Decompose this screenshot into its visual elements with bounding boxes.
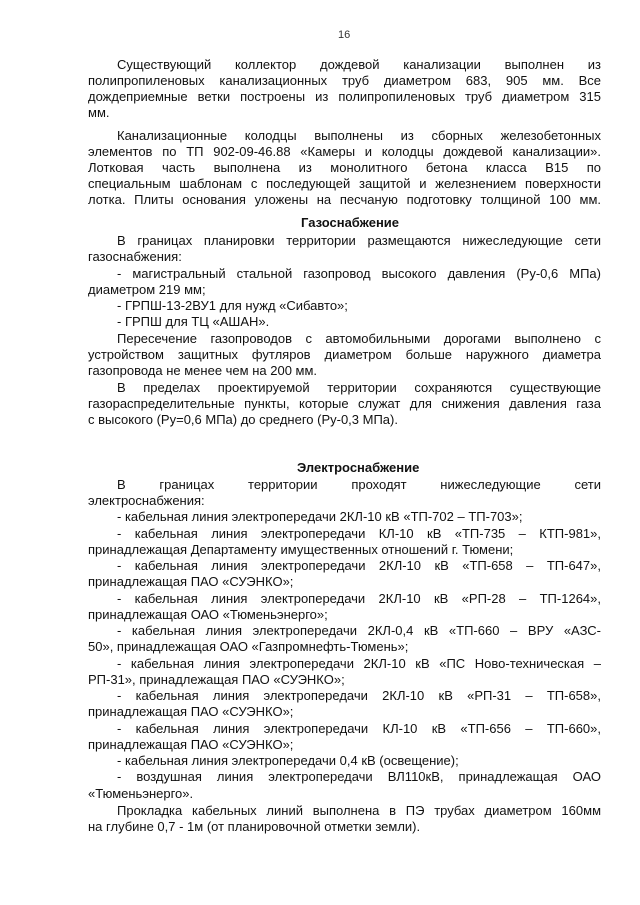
text-line: полипропиленовых канализационных труб диаметром 683, 905 мм. Все — [88, 73, 601, 88]
text-line: - ГРПШ для ТЦ «АШАН». — [117, 314, 270, 329]
text-line: В пределах проектируемой территории сохраняются существующие — [117, 380, 601, 395]
text-line: - ГРПШ-13-2ВУ1 для нужд «Сибавто»; — [117, 298, 348, 313]
text-line: - кабельная линия электропередачи 2КЛ-10 кВ «ПС Ново-техническая – — [117, 656, 601, 671]
text-line: - магистральный стальной газопровод высокого давления (Ру-0,6 МПа) — [117, 266, 601, 281]
text-line: электроснабжения: — [88, 493, 205, 508]
text-line: принадлежащая Департаменту имущественных отношений г. Тюмени; — [88, 542, 514, 557]
text-line: Канализационные колодцы выполнены из сборных железобетонных — [117, 128, 601, 143]
text-line: В границах планировки территории размещаются нижеследующие сети — [117, 233, 601, 248]
text-line: принадлежащая ПАО «СУЭНКО»; — [88, 737, 294, 752]
text-line: Существующий коллектор дождевой канализации выполнен из — [117, 57, 601, 72]
text-line: «Тюменьэнерго». — [88, 786, 194, 801]
text-line: Лотковая часть выполнена из монолитного бетона класса В15 по — [88, 160, 601, 175]
text-line: Пересечение газопроводов с автомобильными дорогами выполнено с — [117, 331, 601, 346]
text-line: 50», принадлежащая ОАО «Газпромнефть-Тюмень»; — [88, 639, 409, 654]
text-line: - кабельная линия электропередачи 2КЛ-10 кВ «ТП-702 – ТП-703»; — [117, 509, 523, 524]
text-line: дождеприемные ветки построены из полипропиленовых труб диаметром 315 — [88, 89, 601, 104]
text-line: газораспределительные пункты, которые служат для снижения давления газа — [88, 396, 601, 411]
text-line: - кабельная линия электропередачи 2КЛ-0,4 кВ «ТП-660 – ВРУ «АЗС- — [117, 623, 601, 638]
page-number: 16 — [338, 29, 351, 41]
text-line: устройством защитных футляров диаметром больше наружного диаметра — [88, 347, 601, 362]
text-line: на глубине 0,7 - 1м (от планировочной отметки земли). — [88, 819, 421, 834]
text-line: принадлежащая ПАО «СУЭНКО»; — [88, 704, 294, 719]
text-line: - кабельная линия электропередачи 2КЛ-10 кВ «ТП-658 – ТП-647», — [117, 558, 601, 573]
text-line: специальным шаблонам с последующей защитой и железнением поверхности — [88, 176, 601, 191]
text-line: газопровода не менее чем на 200 мм. — [88, 363, 318, 378]
text-line: В границах территории проходят нижеследующие сети — [117, 477, 601, 492]
section-heading: Электроснабжение — [297, 460, 420, 475]
text-line: диаметром 219 мм; — [88, 282, 206, 297]
text-line: мм. — [88, 105, 110, 120]
text-line: принадлежащая ОАО «Тюменьэнерго»; — [88, 607, 328, 622]
text-line: - воздушная линия электропередачи ВЛ110кВ, принадлежащая ОАО — [117, 769, 601, 784]
text-line: газоснабжения: — [88, 249, 182, 264]
text-line: - кабельная линия электропередачи 0,4 кВ (освещение); — [117, 753, 459, 768]
text-line: - кабельная линия электропередачи КЛ-10 кВ «ТП-656 – ТП-660», — [117, 721, 601, 736]
text-line: элементов по ТП 902-09-46.88 «Камеры и колодцы дождевой канализации». — [88, 144, 601, 159]
text-line: с высокого (Ру=0,6 МПа) до среднего (Ру-0,3 МПа). — [88, 412, 398, 427]
text-line: Прокладка кабельных линий выполнена в ПЭ трубах диаметром 160мм — [117, 803, 601, 818]
text-line: - кабельная линия электропередачи 2КЛ-10 кВ «РП-31 – ТП-658», — [117, 688, 601, 703]
text-line: лотка. Плиты основания уложены на песчаную подготовку толщиной 100 мм. — [88, 192, 601, 207]
text-line: РП-31», принадлежащая ПАО «СУЭНКО»; — [88, 672, 345, 687]
text-line: - кабельная линия электропередачи КЛ-10 кВ «ТП-735 – КТП-981», — [117, 526, 601, 541]
text-line: - кабельная линия электропередачи 2КЛ-10 кВ «РП-28 – ТП-1264», — [117, 591, 601, 606]
text-line: принадлежащая ПАО «СУЭНКО»; — [88, 574, 294, 589]
section-heading: Газоснабжение — [301, 215, 400, 230]
